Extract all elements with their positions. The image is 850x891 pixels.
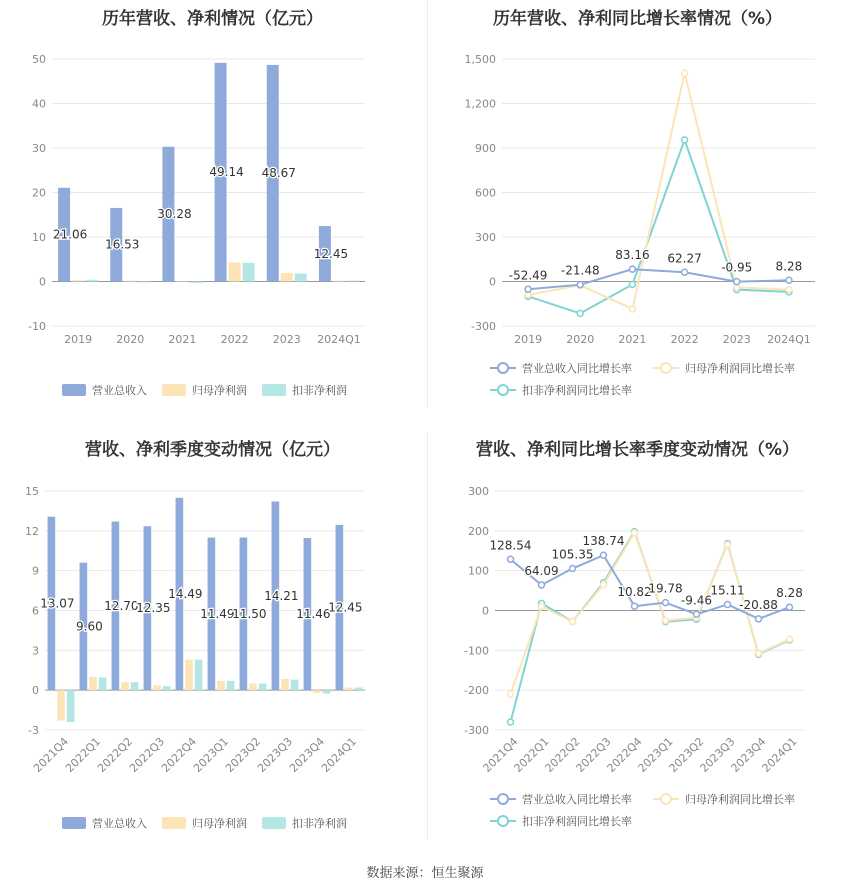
line-point (508, 556, 514, 562)
line-point (787, 636, 793, 642)
data-label: 19.78 (648, 581, 683, 596)
x-tick-label: 2022Q4 (604, 734, 645, 775)
x-tick-label: 2023Q1 (635, 734, 676, 775)
line-point (629, 281, 635, 287)
line-point (577, 282, 583, 288)
chart-svg (425, 0, 850, 410)
bar (124, 281, 136, 282)
bar (217, 681, 225, 690)
x-tick-label: 2022 (220, 333, 249, 346)
line-point (786, 277, 792, 283)
line-point (632, 603, 638, 609)
x-tick-label: 2023Q4 (728, 734, 769, 775)
line-point (508, 719, 514, 725)
line-point (682, 70, 688, 76)
bar (281, 273, 293, 281)
data-label: 30.28 (157, 207, 192, 222)
bar (131, 682, 139, 690)
y-tick-label: -300 (471, 320, 496, 333)
data-label: -9.46 (680, 593, 713, 608)
line-point (629, 266, 635, 272)
data-label: 13.07 (40, 596, 75, 611)
x-tick-label: 2021Q4 (31, 734, 72, 775)
y-tick-label: -10 (28, 320, 46, 333)
legend-marker (498, 794, 508, 804)
legend-label: 扣非净利润 (292, 384, 347, 397)
line-point (682, 137, 688, 143)
y-tick-label: 12 (25, 524, 39, 538)
chart-svg (0, 0, 425, 410)
x-tick-label: 2023Q4 (287, 734, 328, 775)
data-label: 105.35 (551, 547, 594, 562)
bar (86, 280, 98, 282)
bar (227, 681, 235, 690)
line-point (601, 552, 607, 558)
y-tick-label: 0 (489, 275, 496, 289)
x-tick-label: 2023Q2 (223, 734, 264, 775)
legend-swatch (62, 384, 86, 396)
quarterly-revenue-profit-chart (0, 425, 425, 845)
y-tick-label: 40 (32, 97, 46, 111)
x-tick-label: 2023Q1 (191, 734, 232, 775)
data-label: 14.49 (168, 586, 203, 601)
legend-swatch (62, 817, 86, 829)
data-label: 48.67 (261, 166, 296, 181)
data-label: -0.95 (721, 260, 753, 275)
bar (355, 688, 363, 691)
bar (185, 660, 193, 691)
line-point (525, 286, 531, 292)
x-tick-label: 2023Q2 (666, 734, 707, 775)
y-tick-label: 6 (32, 604, 39, 618)
chart-svg (425, 425, 850, 845)
data-source-footer: 数据来源：恒生聚源 (366, 866, 484, 881)
line-point (632, 530, 638, 536)
bar (138, 282, 150, 283)
y-tick-label: -200 (464, 684, 489, 698)
legend-swatch (262, 384, 286, 396)
legend-swatch (262, 817, 286, 829)
x-tick-label: 2022Q3 (127, 734, 168, 775)
y-tick-label: 20 (32, 186, 46, 200)
line-point (508, 691, 514, 697)
bar (347, 281, 359, 282)
data-label: 10.82 (617, 585, 652, 600)
bar (67, 690, 75, 722)
bar (57, 690, 65, 721)
x-tick-label: 2023 (272, 333, 301, 346)
bar (243, 263, 255, 282)
y-tick-label: 9 (32, 564, 39, 578)
x-tick-label: 2021 (168, 333, 197, 346)
data-label: 9.60 (76, 619, 103, 634)
data-label: 11.49 (200, 606, 235, 621)
bar (121, 682, 129, 690)
y-tick-label: 50 (32, 53, 46, 66)
bar (295, 273, 307, 281)
line-point (601, 582, 607, 588)
line-point (682, 269, 688, 275)
y-tick-label: 3 (32, 644, 39, 658)
x-tick-label: 2023Q3 (255, 734, 296, 775)
line-point (570, 566, 576, 572)
x-tick-label: 2024Q1 (759, 734, 800, 775)
bar (153, 686, 161, 691)
legend-label: 营业总收入 (92, 384, 147, 397)
bar (259, 684, 267, 691)
line-point (725, 542, 731, 548)
chart-title: 营收、净利季度变动情况（亿元） (85, 440, 340, 460)
line-point (539, 582, 545, 588)
y-tick-label: 1,200 (464, 97, 496, 111)
line-point (756, 616, 762, 622)
data-label: 83.16 (615, 248, 650, 263)
line-point (786, 287, 792, 293)
chart-title: 历年营收、净利同比增长率情况（%） (492, 9, 783, 29)
legend-marker (498, 363, 508, 373)
bar (190, 282, 202, 283)
bar (163, 686, 171, 690)
x-tick-label: 2024Q1 (767, 333, 811, 346)
y-tick-label: 200 (468, 524, 489, 538)
data-label: 62.27 (667, 251, 702, 266)
line-point (663, 617, 669, 623)
bar (333, 281, 345, 282)
y-tick-label: -3 (28, 724, 39, 737)
bar (195, 660, 203, 691)
x-tick-label: 2023Q3 (697, 734, 738, 775)
data-label: -21.48 (560, 263, 600, 278)
data-label: 12.35 (136, 601, 171, 616)
legend-label: 营业总收入 (92, 817, 147, 830)
data-label: 15.11 (710, 583, 745, 598)
x-tick-label: 2022 (670, 333, 699, 346)
chart-svg (0, 425, 425, 845)
data-label: 14.21 (264, 588, 299, 603)
x-tick-label: 2020 (116, 333, 145, 346)
line-point (629, 306, 635, 312)
data-label: 16.53 (105, 237, 140, 252)
data-label: 11.46 (296, 607, 331, 622)
x-tick-label: 2024Q1 (319, 734, 360, 775)
y-tick-label: 300 (468, 485, 489, 498)
legend-label: 营业总收入同比增长率 (522, 362, 632, 375)
bar (89, 677, 97, 690)
x-tick-label: 2023 (722, 333, 751, 346)
bar (72, 280, 84, 281)
x-tick-label: 2022Q2 (95, 734, 136, 775)
legend-label: 扣非净利润 (292, 817, 347, 830)
x-tick-label: 2022Q2 (542, 734, 583, 775)
chart-title: 历年营收、净利情况（亿元） (102, 9, 323, 29)
x-tick-label: 2021Q4 (480, 734, 521, 775)
legend-label: 营业总收入同比增长率 (522, 793, 632, 806)
line-point (577, 310, 583, 316)
data-label: -52.49 (508, 268, 548, 283)
x-tick-label: 2021 (618, 333, 647, 346)
bar (249, 684, 257, 691)
data-label: 49.14 (209, 165, 244, 180)
x-tick-label: 2024Q1 (317, 333, 361, 346)
data-label: 8.28 (776, 586, 803, 601)
data-label: 12.45 (313, 246, 349, 261)
y-tick-label: -300 (464, 724, 489, 737)
x-tick-label: 2022Q4 (159, 734, 200, 775)
x-tick-label: 2022Q1 (63, 734, 104, 775)
x-tick-label: 2020 (566, 333, 595, 346)
line-point (570, 619, 576, 625)
data-label: -20.88 (739, 597, 778, 612)
y-tick-label: 1,500 (464, 53, 496, 66)
y-tick-label: 100 (468, 564, 489, 578)
data-label: 8.28 (775, 259, 803, 274)
line-point (734, 279, 740, 285)
line-point (694, 611, 700, 617)
legend-marker (498, 385, 508, 395)
y-tick-label: 0 (32, 684, 39, 698)
bar (313, 690, 321, 693)
legend-label: 归母净利润同比增长率 (685, 362, 795, 375)
legend-marker (661, 363, 671, 373)
line-point (787, 604, 793, 610)
y-tick-label: 0 (482, 604, 489, 618)
x-tick-label: 2019 (514, 333, 543, 346)
y-tick-label: 900 (475, 142, 496, 155)
annual-growth-rate-chart (425, 0, 850, 410)
chart-title: 营收、净利同比增长率季度变动情况（%） (475, 440, 800, 460)
bar (281, 679, 289, 690)
line-point (756, 651, 762, 657)
data-label: 21.06 (52, 227, 88, 242)
line-point (725, 601, 731, 607)
bar (176, 281, 188, 282)
data-label: 11.50 (232, 606, 267, 621)
data-label: 64.09 (524, 563, 559, 578)
bar (291, 680, 299, 691)
legend-swatch (162, 384, 186, 396)
line-point (539, 604, 545, 610)
y-tick-label: 15 (25, 485, 39, 498)
legend-marker (498, 816, 508, 826)
legend-label: 归母净利润 (192, 384, 247, 397)
annual-revenue-profit-chart (0, 0, 425, 410)
y-tick-label: 0 (39, 275, 46, 289)
data-label: 12.70 (104, 598, 139, 613)
data-label: 138.74 (582, 534, 625, 549)
y-tick-label: 30 (32, 142, 46, 155)
legend-label: 扣非净利润同比增长率 (522, 384, 632, 397)
x-tick-label: 2022Q3 (573, 734, 614, 775)
bar (99, 678, 107, 691)
legend-label: 归母净利润 (192, 817, 247, 830)
x-tick-label: 2022Q1 (511, 734, 552, 775)
x-tick-label: 2019 (64, 333, 93, 346)
legend-swatch (162, 817, 186, 829)
quarterly-growth-rate-chart (425, 425, 850, 845)
legend-marker (661, 794, 671, 804)
legend-label: 归母净利润同比增长率 (685, 793, 795, 806)
bar (229, 262, 241, 281)
y-tick-label: -100 (464, 644, 489, 658)
line-point (663, 600, 669, 606)
bar (323, 690, 331, 693)
data-label: 12.45 (328, 600, 363, 615)
bar (345, 688, 353, 691)
y-tick-label: 300 (475, 231, 496, 244)
legend-label: 扣非净利润同比增长率 (522, 815, 632, 828)
y-tick-label: 600 (475, 186, 496, 200)
y-tick-label: 10 (32, 231, 46, 244)
data-label: 128.54 (489, 538, 532, 553)
